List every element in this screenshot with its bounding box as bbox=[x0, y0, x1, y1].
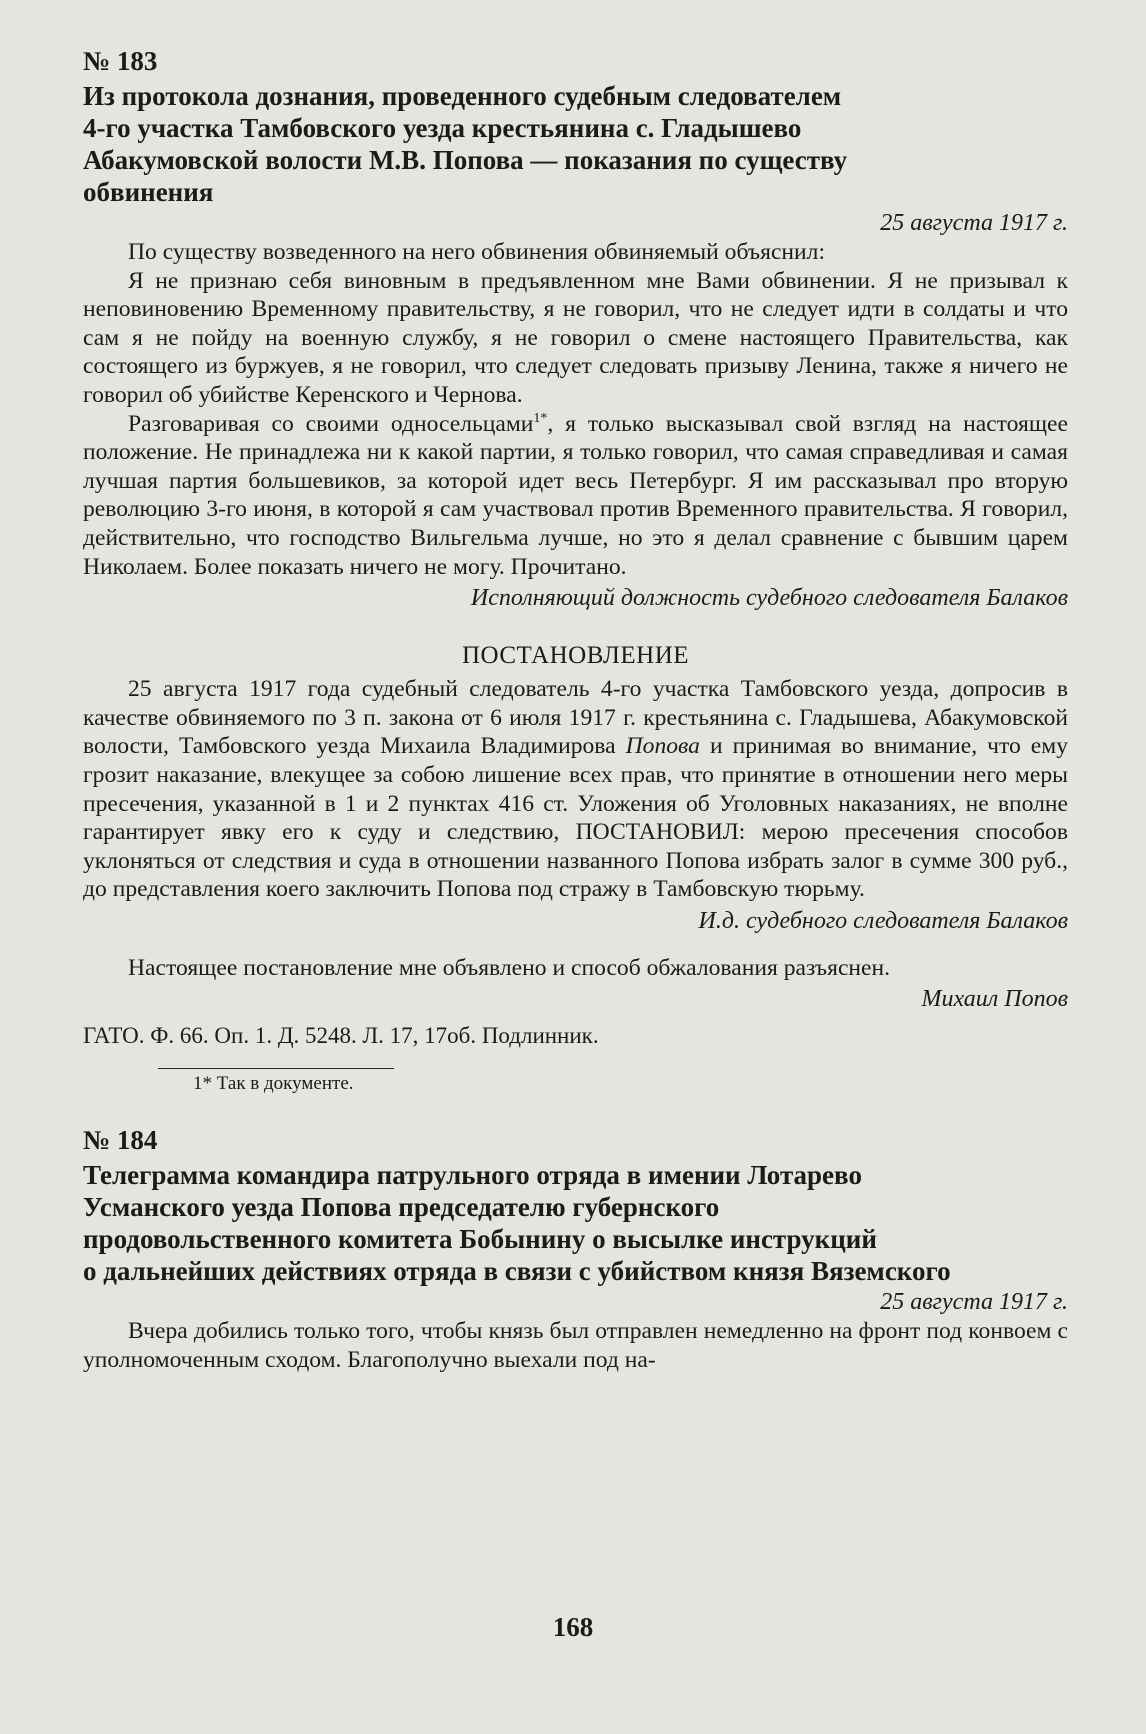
title-line: продовольственного комитета Бобынину о высылке инструкций bbox=[83, 1224, 877, 1255]
document-number-184: № 184 bbox=[83, 1125, 158, 1156]
paragraph-testimony: Я не признаю себя виновным в предъявленном мне Вами обвинении. Я не призывал к неповиновению Временному правительству, я не говорил, что не следует идти в солдаты и что сам я не пойду на военную службу, я не говорил о смене настоящего Правительства, как состоящего из буржуев, я не говорил, что следует следовать призыву Ленина, также я ничего не говорил об убийстве Керенского и Чернова. bbox=[83, 267, 1068, 408]
title-line: Телеграмма командира патрульного отряда в имении Лотарево bbox=[83, 1160, 862, 1191]
archive-reference: ГАТО. Ф. 66. Оп. 1. Д. 5248. Л. 17, 17об. Подлинник. bbox=[83, 1023, 599, 1049]
footnote-divider bbox=[158, 1068, 394, 1069]
title-line: Усманского уезда Попова председателю губернского bbox=[83, 1192, 720, 1223]
paragraph-text: и принимая во внимание, что ему грозит наказание, влекущее за собою лишение всех прав, что принятие в отношении него меры пресечения, указанной в 1 и 2 пунктах 416 ст. Уложения об Уголовных наказаниях, не вполне гарантирует явку его к суду и следствию, ПОСТАНОВИЛ: мерою пресечения способов уклоняться от следствия и суда в отношении названного Попова избрать залог в сумме 300 руб., до представления коего заключить Попова под стражу в Тамбовскую тюрьму. bbox=[83, 733, 1068, 903]
footnote: 1* Так в документе. bbox=[193, 1073, 354, 1095]
paragraph-resolution bbox=[83, 675, 1068, 904]
document-date-183: 25 августа 1917 г. bbox=[880, 210, 1068, 236]
document-title-184 bbox=[83, 1159, 1068, 1287]
document-title-183 bbox=[83, 80, 1068, 208]
paragraph-announcement: Настоящее постановление мне объявлено и способ обжалования разъяснен. bbox=[128, 954, 891, 981]
paragraph-text: Разговаривая со своими односельцами bbox=[128, 410, 534, 437]
title-line: 4-го участка Тамбовского уезда крестьянина с. Гладышево bbox=[83, 113, 802, 143]
signature-investigator: Исполняющий должность судебного следователя Балаков bbox=[470, 585, 1068, 612]
signature-accused: Михаил Попов bbox=[921, 986, 1068, 1013]
title-line: Из протокола дознания, проведенного судебным следователем bbox=[83, 81, 842, 111]
title-line: о дальнейших действиях отряда в связи с убийством князя Вяземского bbox=[83, 1256, 951, 1287]
resolution-heading: ПОСТАНОВЛЕНИЕ bbox=[461, 642, 690, 670]
page-number: 168 bbox=[552, 1612, 594, 1642]
document-date-184: 25 августа 1917 г. bbox=[880, 1289, 1068, 1316]
paragraph-text: , я только высказывал свой взгляд на настоящее положение. Не принадлежа ни к какой партии, я только говорил, что самая справедливая и самая лучшая партия большевиков, за которой идет весь Петербург. Я им рассказывал про вторую революцию 3-го июня, в которой я сам участвовал против Временного правительства. Я говорил, действительно, что господство Вильгельма лучше, но это я делал сравнение с бывшим царем Николаем. Более показать ничего не могу. Прочитано. bbox=[83, 410, 1068, 580]
paragraph-conversation bbox=[83, 410, 1068, 582]
title-line: Абакумовской волости М.В. Попова — показания по существу bbox=[83, 145, 848, 175]
document-number-183: № 183 bbox=[83, 46, 158, 76]
paragraph-intro: По существу возведенного на него обвинения обвиняемый объяснил: bbox=[128, 239, 825, 265]
page-content bbox=[83, 44, 1068, 1375]
paragraph-telegram: Вчера добились только того, чтобы князь был отправлен немедленно на фронт под конвоем с уполномоченным сходом. Благополучно выехали под на- bbox=[83, 1318, 1068, 1374]
signature-acting-investigator: И.д. судебного следователя Балаков bbox=[698, 907, 1068, 934]
title-line: обвинения bbox=[83, 177, 214, 207]
paragraph-text: 25 августа 1917 года судебный следователь 4-го участка Тамбовского уезда, допросив в качестве обвиняемого по 3 п. закона от 6 июля 1917 г. крестьянина с. Гладышева, Абакумовской волости, Тамбовского уезда Михаила Владимирова bbox=[83, 676, 1068, 760]
surname-italic: Попова bbox=[625, 733, 700, 760]
footnote-marker: 1* bbox=[533, 410, 548, 426]
